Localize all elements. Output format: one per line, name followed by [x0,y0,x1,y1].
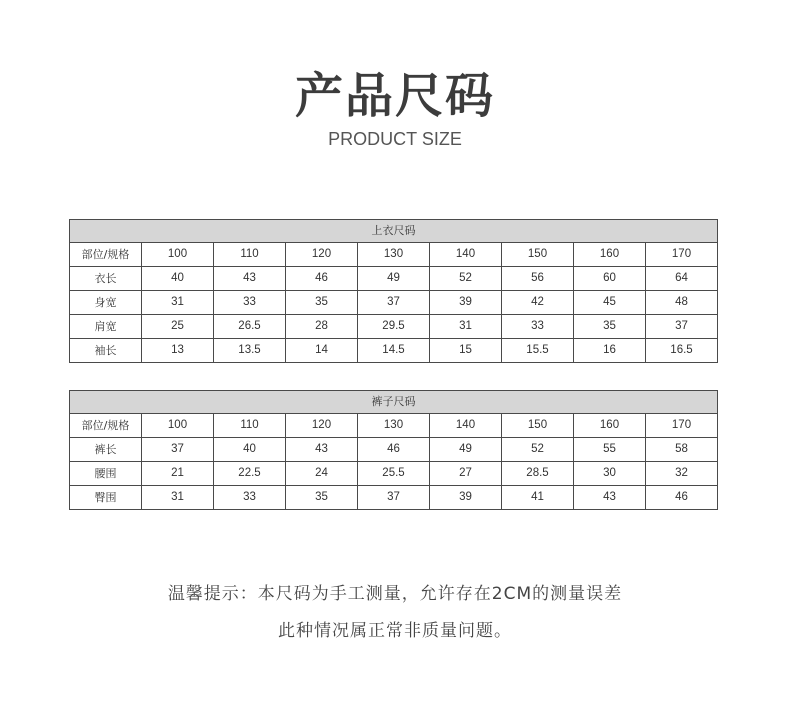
table-cell: 39 [430,291,502,315]
size-header-cell: 160 [574,243,646,267]
table-header-row [70,414,718,438]
size-header-cell: 100 [142,414,214,438]
table-cell: 56 [502,267,574,291]
table-row [70,462,718,486]
table-cell: 40 [142,267,214,291]
page-title: 产品尺码 [294,68,495,124]
table-cell: 37 [358,291,430,315]
row-label-cell: 袖长 [70,339,142,363]
table-cell: 29.5 [358,315,430,339]
table-cell: 39 [430,486,502,510]
table-header-row [70,243,718,267]
table-cell: 42 [502,291,574,315]
row-label-cell: 臀围 [70,486,142,510]
table-cell: 46 [286,267,358,291]
table-row [70,486,718,510]
table-cell: 35 [286,291,358,315]
table-cell: 41 [502,486,574,510]
top-size-table-body [70,220,718,363]
table-cell: 43 [574,486,646,510]
table-cell: 25 [142,315,214,339]
size-header-cell: 150 [502,243,574,267]
size-header-cell: 140 [430,414,502,438]
bottom-size-table-body [70,391,718,510]
table-cell: 58 [646,438,718,462]
table-cell: 21 [142,462,214,486]
table-cell: 55 [574,438,646,462]
size-header-cell: 170 [646,414,718,438]
size-header-cell: 120 [286,243,358,267]
table-cell: 37 [358,486,430,510]
row-label-cell: 裤长 [70,438,142,462]
table-cell: 33 [214,291,286,315]
table-cell: 27 [430,462,502,486]
table-cell: 43 [286,438,358,462]
table-cell: 64 [646,267,718,291]
table-cell: 28.5 [502,462,574,486]
table-cell: 33 [214,486,286,510]
size-header-cell: 100 [142,243,214,267]
table-cell: 13.5 [214,339,286,363]
table-row [70,267,718,291]
table-cell: 31 [142,291,214,315]
page-subtitle: PRODUCT SIZE [328,129,462,149]
table-cell: 52 [502,438,574,462]
table-cell: 14.5 [358,339,430,363]
table-row [70,315,718,339]
measurement-note-line-2: 此种情况属正常非质量问题。 [278,621,512,641]
table-cell: 25.5 [358,462,430,486]
size-header-cell: 150 [502,414,574,438]
size-header-cell: 140 [430,243,502,267]
size-header-cell: 160 [574,414,646,438]
table-cell: 28 [286,315,358,339]
row-label-cell: 腰围 [70,462,142,486]
table-row [70,438,718,462]
size-header-cell: 110 [214,414,286,438]
table-caption-row [70,391,718,414]
top-size-table [69,219,718,363]
table-cell: 37 [646,315,718,339]
measurement-note-line-1: 温馨提示：本尺码为手工测量，允许存在2CM的测量误差 [167,584,623,604]
table-cell: 43 [214,267,286,291]
table-cell: 33 [502,315,574,339]
table-cell: 13 [142,339,214,363]
table-cell: 35 [286,486,358,510]
table-cell: 14 [286,339,358,363]
table-cell: 37 [142,438,214,462]
table-cell: 26.5 [214,315,286,339]
table-cell: 40 [214,438,286,462]
table-cell: 49 [358,267,430,291]
table-cell: 60 [574,267,646,291]
header-label-cell: 部位/规格 [70,243,142,267]
table-cell: 22.5 [214,462,286,486]
table-cell: 24 [286,462,358,486]
row-label-cell: 衣长 [70,267,142,291]
table-cell: 49 [430,438,502,462]
table-cell: 32 [646,462,718,486]
size-header-cell: 130 [358,414,430,438]
header-label-cell: 部位/规格 [70,414,142,438]
table-cell: 15.5 [502,339,574,363]
table-row [70,339,718,363]
table-cell: 31 [142,486,214,510]
table-cell: 35 [574,315,646,339]
table-cell: 45 [574,291,646,315]
row-label-cell: 身宽 [70,291,142,315]
size-header-cell: 170 [646,243,718,267]
table-cell: 31 [430,315,502,339]
table-cell: 16.5 [646,339,718,363]
table-cell: 15 [430,339,502,363]
table-cell: 16 [574,339,646,363]
table-cell: 30 [574,462,646,486]
row-label-cell: 肩宽 [70,315,142,339]
table-cell: 46 [358,438,430,462]
bottom-size-table [69,390,718,510]
size-header-cell: 110 [214,243,286,267]
table-caption: 裤子尺码 [70,391,718,414]
table-cell: 46 [646,486,718,510]
table-caption-row [70,220,718,243]
size-header-cell: 120 [286,414,358,438]
table-cell: 52 [430,267,502,291]
table-caption: 上衣尺码 [70,220,718,243]
table-cell: 48 [646,291,718,315]
size-header-cell: 130 [358,243,430,267]
table-row [70,291,718,315]
